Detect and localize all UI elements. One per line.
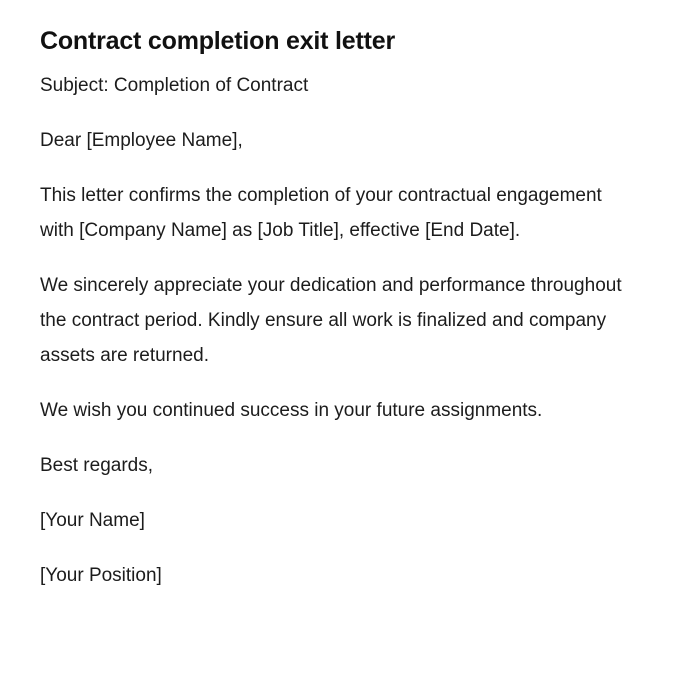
document-title: Contract completion exit letter	[40, 27, 395, 55]
body-paragraph-wishes: We wish you continued success in your future assignments.	[40, 400, 543, 421]
salutation: Dear [Employee Name],	[40, 130, 243, 151]
body-paragraph-appreciation: We sincerely appreciate your dedication and performance throughout the contract period. Kindly ensure all work is finalized and company assets are returned.	[40, 275, 622, 366]
signature-name: [Your Name]	[40, 510, 145, 531]
closing-line: Best regards,	[40, 455, 153, 476]
signature-position: [Your Position]	[40, 565, 162, 586]
subject-line: Subject: Completion of Contract	[40, 75, 309, 96]
body-paragraph-confirmation: This letter confirms the completion of your contractual engagement with [Company Name] as [Job Title], effective [End Date].	[40, 185, 602, 241]
